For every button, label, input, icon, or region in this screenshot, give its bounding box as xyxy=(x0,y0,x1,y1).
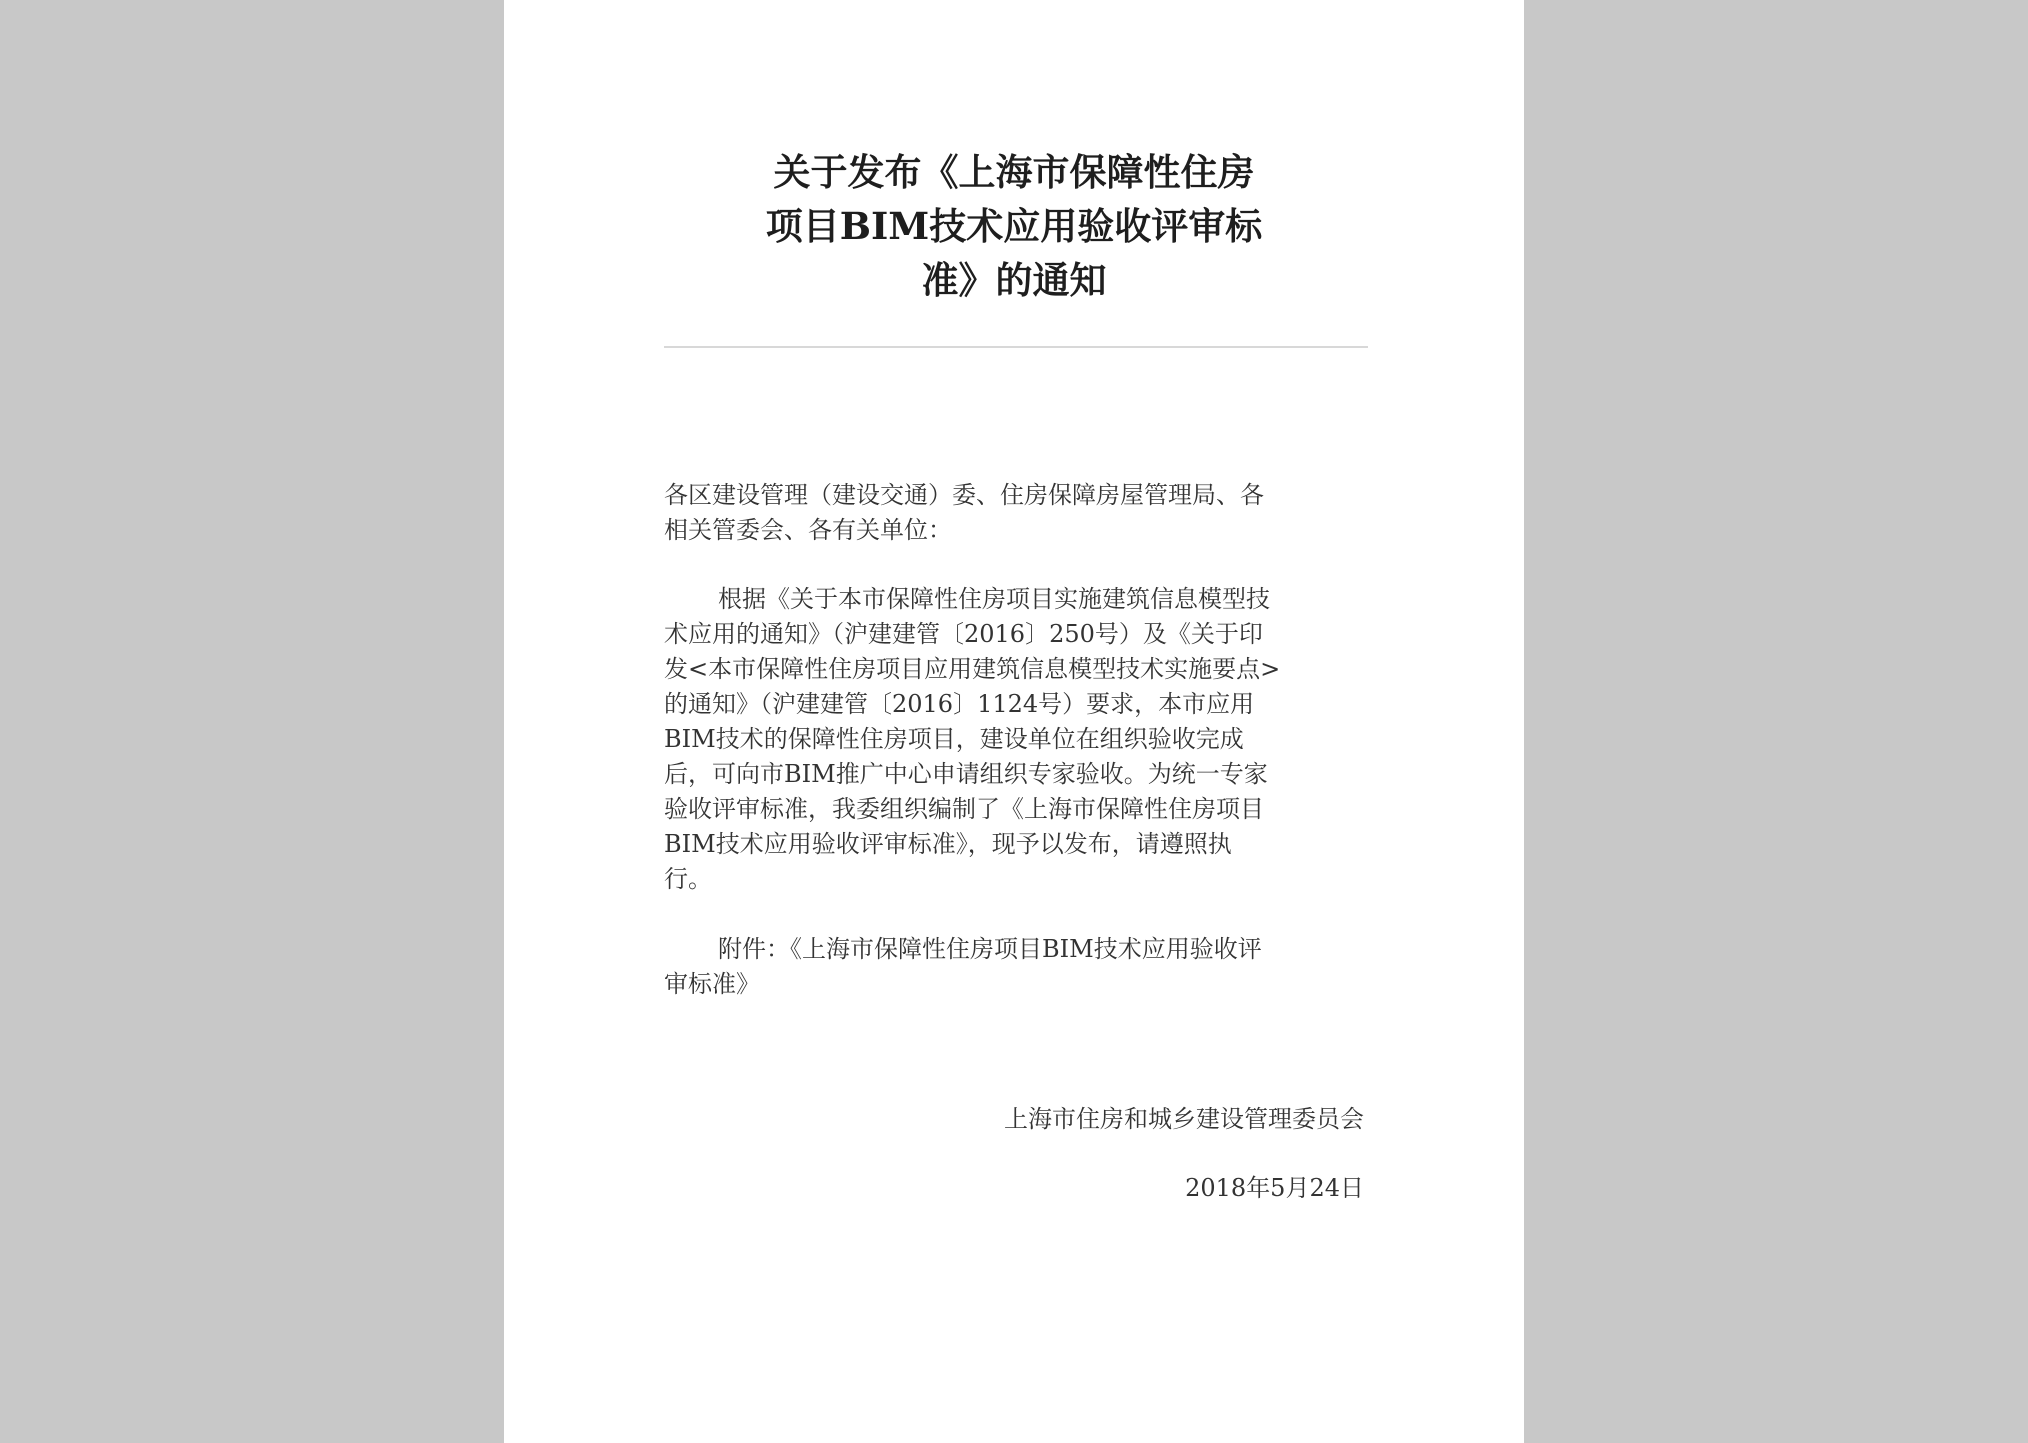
body-line: 根据《关于本市保障性住房项目实施建筑信息模型技 xyxy=(718,585,1270,613)
document-page xyxy=(504,0,1524,1443)
attachment-line: 附件：《上海市保障性住房项目BIM技术应用验收评 xyxy=(718,935,1262,963)
body-line: 验收评审标准，我委组织编制了《上海市保障性住房项目 xyxy=(664,795,1264,823)
body-line: BIM技术的保障性住房项目，建设单位在组织验收完成 xyxy=(664,725,1244,753)
body-line: 发<本市保障性住房项目应用建筑信息模型技术实施要点> xyxy=(664,655,1281,683)
body-line: BIM技术应用验收评审标准》，现予以发布，请遵照执 xyxy=(664,830,1232,858)
issue-date: 2018年5月24日 xyxy=(1185,1174,1364,1202)
salutation-line: 相关管委会、各有关单位： xyxy=(664,516,952,544)
title-line: 准》的通知 xyxy=(921,258,1107,302)
document-title xyxy=(634,145,1394,307)
salutation xyxy=(664,478,1368,548)
body-line: 后，可向市BIM推广中心申请组织专家验收。为统一专家 xyxy=(664,760,1268,788)
main-paragraph xyxy=(664,582,1368,897)
salutation-line: 各区建设管理（建设交通）委、住房保障房屋管理局、各 xyxy=(664,481,1264,509)
body-line: 行。 xyxy=(664,865,712,893)
title-line: 关于发布《上海市保障性住房 xyxy=(773,150,1255,194)
body-line: 的通知》（沪建建管〔2016〕1124号）要求，本市应用 xyxy=(664,690,1255,718)
title-divider xyxy=(664,346,1368,348)
title-line: 项目BIM技术应用验收评审标 xyxy=(765,204,1263,248)
body-line: 术应用的通知》（沪建建管〔2016〕250号）及《关于印 xyxy=(664,620,1263,648)
attachment-paragraph xyxy=(664,932,1368,1002)
attachment-line: 审标准》 xyxy=(664,970,760,998)
issuer-signature: 上海市住房和城乡建设管理委员会 xyxy=(1004,1105,1364,1133)
